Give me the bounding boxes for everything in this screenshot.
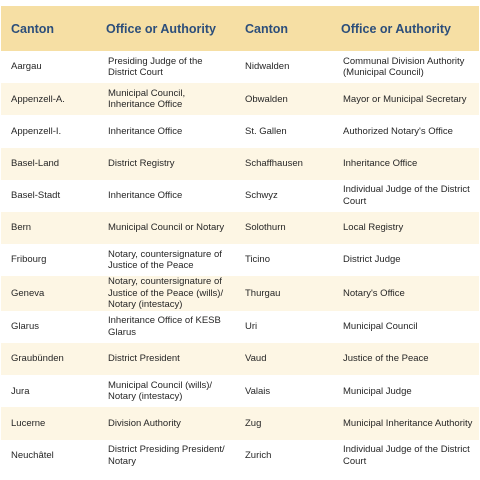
cell-office-left: Inheritance Office — [108, 125, 183, 137]
table-row — [1, 343, 479, 375]
table-row — [1, 51, 479, 83]
cell-canton-right: Uri — [245, 321, 258, 333]
table-row — [1, 440, 479, 472]
cell-office-right: Notary's Office — [343, 287, 405, 299]
table-row — [1, 244, 479, 276]
cell-canton-right: Vaud — [245, 353, 267, 365]
cell-canton-right: Schaffhausen — [245, 157, 303, 169]
table-row — [1, 180, 479, 212]
cell-office-left: Municipal Council (wills)/ Notary (intestacy) — [108, 379, 212, 403]
table-row — [1, 83, 479, 115]
cell-office-right: Mayor or Municipal Secretary — [343, 93, 467, 105]
cell-office-right: Individual Judge of the District Court — [343, 184, 470, 207]
cell-canton-left: Appenzell-A. — [11, 93, 65, 105]
cell-canton-right: Obwalden — [245, 93, 288, 105]
cell-canton-left: Jura — [11, 385, 30, 397]
header-canton-left: Canton — [11, 21, 55, 36]
cell-office-left: Division Authority — [108, 417, 181, 429]
cell-canton-right: Zug — [245, 417, 262, 429]
cell-canton-right: St. Gallen — [245, 125, 287, 137]
cell-canton-left: Graubünden — [11, 353, 64, 365]
cell-canton-right: Valais — [245, 385, 271, 397]
cell-canton-right: Nidwalden — [245, 61, 290, 73]
cell-canton-right: Thurgau — [245, 287, 281, 299]
header-row — [1, 6, 479, 51]
cell-office-left: District Registry — [108, 157, 175, 169]
cell-canton-right: Solothurn — [245, 222, 286, 234]
cell-canton-left: Glarus — [11, 321, 39, 333]
cell-canton-left: Basel-Land — [11, 157, 60, 169]
cell-canton-left: Neuchâtel — [11, 449, 54, 461]
table-row — [1, 276, 479, 311]
cell-office-left: Municipal Council, Inheritance Office — [108, 87, 186, 111]
table-row — [1, 212, 479, 244]
table-row — [1, 311, 479, 343]
cell-office-right: Inheritance Office — [343, 157, 418, 169]
cell-office-left: Inheritance Office — [108, 190, 183, 202]
cell-office-right: Local Registry — [343, 222, 404, 234]
cell-canton-right: Schwyz — [245, 190, 278, 202]
table-row — [1, 148, 479, 180]
cell-canton-right: Ticino — [245, 254, 270, 266]
header-office-right: Office or Authority — [341, 21, 451, 36]
cell-office-left: Notary, countersignature of Justice of the Peace (wills)/ Notary (intestacy) — [108, 276, 224, 311]
table-row — [1, 375, 479, 407]
cell-canton-left: Lucerne — [11, 417, 46, 429]
cell-office-left: Notary, countersignature of Justice of the Peace — [108, 248, 222, 272]
cell-office-right: Municipal Inheritance Authority — [343, 417, 473, 429]
cell-office-right: Communal Division Authority (Municipal Council) — [343, 55, 465, 79]
cell-office-left: Presiding Judge of the District Court — [108, 55, 203, 79]
cell-office-right: District Judge — [343, 254, 401, 266]
cell-canton-left: Appenzell-I. — [11, 125, 62, 137]
cell-office-left: District President — [108, 353, 180, 365]
cell-canton-left: Fribourg — [11, 254, 47, 266]
cell-office-right: Justice of the Peace — [343, 353, 429, 365]
cell-office-left: Inheritance Office of KESB Glarus — [108, 315, 221, 338]
cell-canton-left: Aargau — [11, 61, 42, 73]
table-header — [1, 6, 479, 51]
cell-office-left: Municipal Council or Notary — [108, 222, 225, 234]
table-body — [1, 51, 479, 472]
cell-office-right: Authorized Notary's Office — [343, 125, 453, 137]
table-row — [1, 407, 479, 439]
cell-office-left: District Presiding President/ Notary — [108, 444, 225, 467]
cell-office-right: Municipal Judge — [343, 385, 412, 397]
cell-canton-left: Basel-Stadt — [11, 190, 61, 202]
cell-office-right: Municipal Council — [343, 321, 418, 333]
header-canton-right: Canton — [245, 21, 289, 36]
header-office-left: Office or Authority — [106, 21, 216, 36]
table-row — [1, 115, 479, 147]
cell-canton-left: Bern — [11, 222, 32, 234]
cell-office-right: Individual Judge of the District Court — [343, 444, 470, 467]
canton-authority-table — [1, 6, 479, 472]
cell-canton-left: Geneva — [11, 287, 45, 299]
canton-authority-table-container — [1, 6, 479, 472]
cell-canton-right: Zurich — [245, 449, 272, 461]
